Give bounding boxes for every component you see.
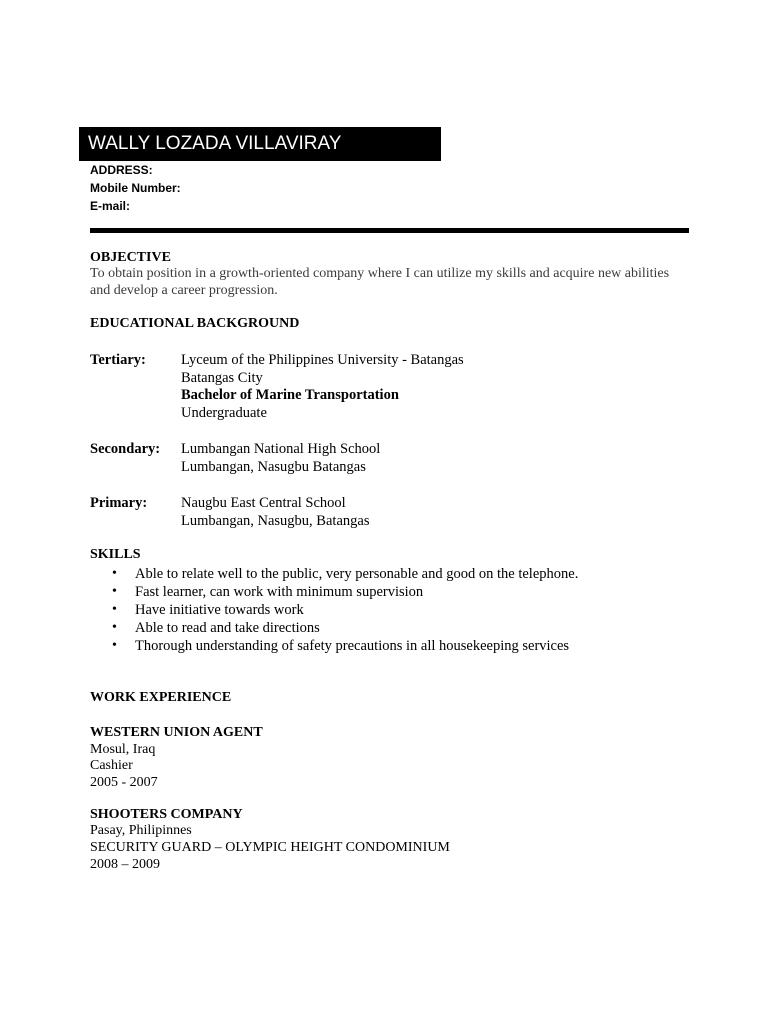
name-banner: WALLY LOZADA VILLAVIRAY — [79, 127, 441, 161]
bullet-icon: • — [112, 584, 117, 599]
job-2-position: SECURITY GUARD – OLYMPIC HEIGHT CONDOMINIUM — [90, 840, 450, 855]
bullet-icon: • — [112, 620, 117, 635]
skills-list — [90, 565, 578, 655]
email-label: E-mail: — [90, 199, 131, 213]
list-item: • Able to relate well to the public, very personable and good on the telephone. — [112, 566, 579, 582]
job-2-years: 2008 – 2009 — [90, 857, 160, 872]
primary-school: Naugbu East Central School — [181, 495, 346, 511]
secondary-school: Lumbangan National High School — [181, 441, 381, 457]
list-item: • Have initiative towards work — [112, 602, 304, 618]
objective-line-1: To obtain position in a growth-oriented company where I can utilize my skills and acquire new abilities — [90, 266, 670, 281]
objective-heading: OBJECTIVE — [90, 250, 171, 265]
tertiary-degree: Bachelor of Marine Transportation — [181, 387, 399, 403]
bullet-icon: • — [112, 566, 117, 581]
tertiary-school: Lyceum of the Philippines University - Batangas — [181, 352, 464, 368]
header-divider — [90, 228, 689, 233]
work-experience-heading: WORK EXPERIENCE — [90, 690, 232, 705]
mobile-number-label: Mobile Number: — [90, 181, 181, 195]
primary-label: Primary: — [90, 495, 148, 511]
objective-line-2: and develop a career progression. — [90, 283, 278, 298]
primary-location: Lumbangan, Nasugbu, Batangas — [181, 513, 370, 529]
job-2-location: Pasay, Philipinnes — [90, 823, 192, 838]
bullet-icon: • — [112, 638, 117, 653]
job-2-company: SHOOTERS COMPANY — [90, 807, 243, 822]
tertiary-label: Tertiary: — [90, 352, 146, 368]
objective-text — [90, 265, 690, 299]
job-1-location: Mosul, Iraq — [90, 742, 156, 757]
job-1-years: 2005 - 2007 — [90, 775, 158, 790]
tertiary-location: Batangas City — [181, 370, 263, 386]
tertiary-status: Undergraduate — [181, 405, 267, 421]
bullet-icon: • — [112, 602, 117, 617]
secondary-label: Secondary: — [90, 441, 161, 457]
list-item: • Thorough understanding of safety precautions in all housekeeping services — [112, 638, 570, 654]
education-heading: EDUCATIONAL BACKGROUND — [90, 316, 300, 331]
list-item: • Fast learner, can work with minimum supervision — [112, 584, 424, 600]
address-label: ADDRESS: — [90, 163, 153, 177]
job-1-company: WESTERN UNION AGENT — [90, 725, 263, 740]
list-item: • Able to read and take directions — [112, 620, 320, 636]
skills-heading: SKILLS — [90, 547, 141, 562]
job-1-position: Cashier — [90, 758, 133, 773]
secondary-location: Lumbangan, Nasugbu Batangas — [181, 459, 366, 475]
